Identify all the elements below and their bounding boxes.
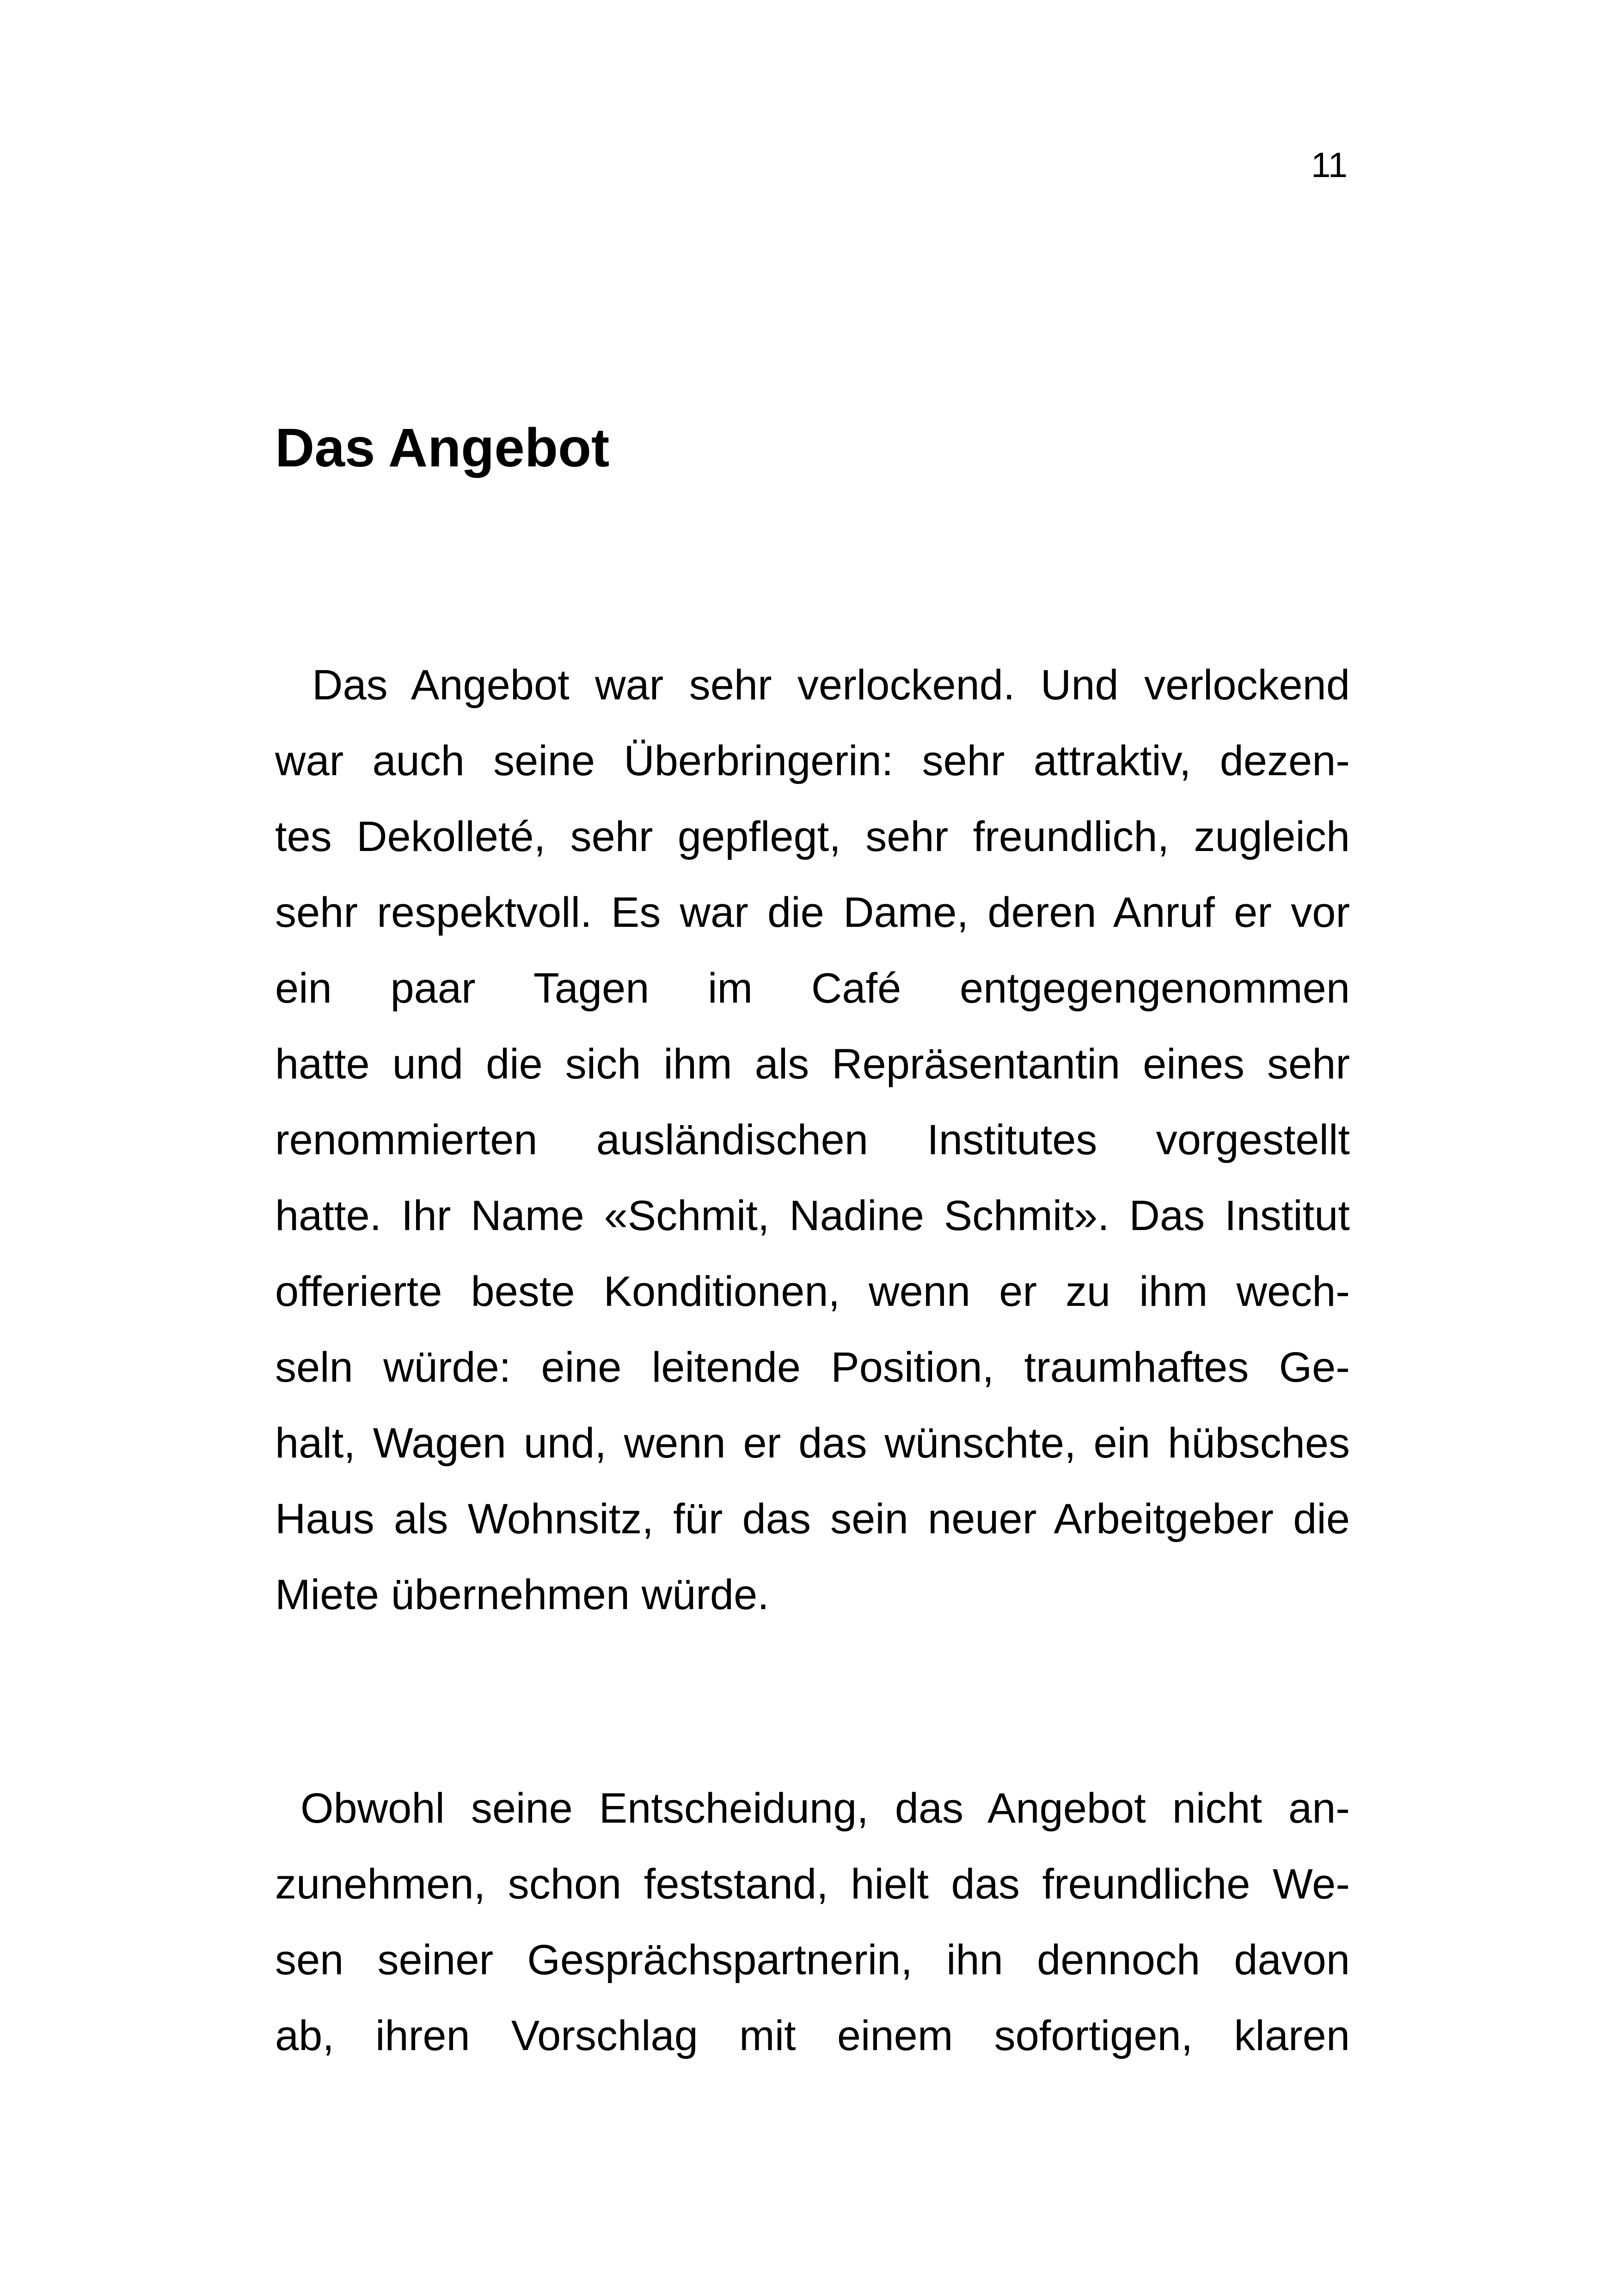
paragraph-2	[275, 1770, 1350, 2074]
text-line: Das Angebot war sehr verlockend. Und verlockend	[312, 661, 1350, 709]
text-line: Haus als Wohnsitz, für das sein neuer Arbeitgeber die	[275, 1495, 1350, 1543]
text-line: sen seiner Gesprächspartnerin, ihn dennoch davon	[275, 1936, 1350, 1984]
text-line: renommierten ausländischen Institutes vorgestellt	[275, 1116, 1350, 1163]
text-line: seln würde: eine leitende Position, traumhaftes Ge-	[275, 1344, 1350, 1391]
text-line: tes Dekolleté, sehr gepflegt, sehr freundlich, zugleich	[275, 813, 1350, 860]
text-line: sehr respektvoll. Es war die Dame, deren Anruf er vor	[275, 889, 1350, 936]
text-line: hatte. Ihr Name «Schmit, Nadine Schmit». Das Institut	[275, 1192, 1350, 1239]
text-line: war auch seine Überbringerin: sehr attraktiv, dezen-	[275, 737, 1350, 784]
page-number: 11	[1311, 146, 1348, 185]
paragraph-1	[275, 647, 1350, 1633]
text-line: offerierte beste Konditionen, wenn er zu ihm wech-	[275, 1268, 1350, 1315]
text-line: ab, ihren Vorschlag mit einem sofortigen, klaren	[275, 2012, 1350, 2059]
text-line: Obwohl seine Entscheidung, das Angebot nicht an-	[300, 1785, 1350, 1832]
text-line: halt, Wagen und, wenn er das wünschte, ein hübsches	[275, 1420, 1350, 1467]
chapter-title: Das Angebot	[275, 417, 610, 478]
text-line: Miete übernehmen würde.	[275, 1571, 769, 1618]
text-line: zunehmen, schon feststand, hielt das freundliche We-	[275, 1861, 1350, 1908]
text-line: hatte und die sich ihm als Repräsentantin eines sehr	[275, 1041, 1350, 1088]
text-line: ein paar Tagen im Café entgegengenommen	[275, 965, 1350, 1012]
